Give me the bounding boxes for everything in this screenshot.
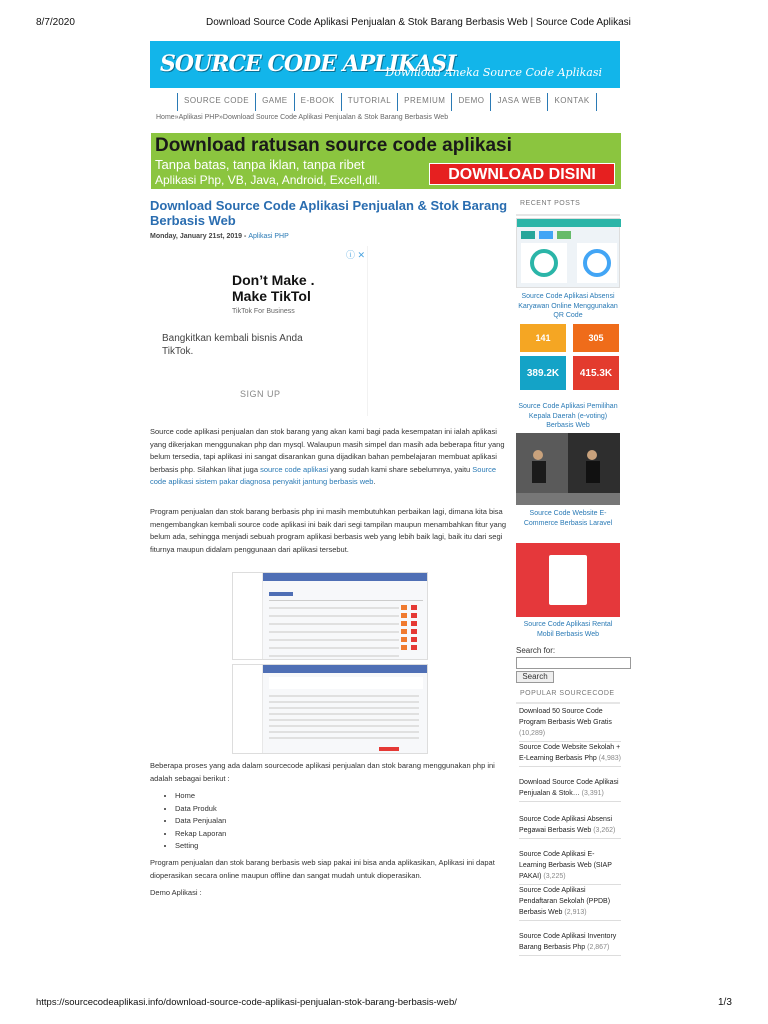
app-screenshot-produk xyxy=(232,572,428,660)
nav-tutorial[interactable]: TUTORIAL xyxy=(342,93,398,111)
article-paragraph-3: Beberapa proses yang ada dalam sourcecode aplikasi penjualan dan stok barang menggunakan php ini adalah sebagai berikut : xyxy=(150,761,495,783)
stat-tile: 415.3K xyxy=(573,356,619,390)
list-item: • Data Produk xyxy=(175,803,226,816)
ad-sponsor: TikTok For Business xyxy=(232,308,295,315)
list-item: • Setting xyxy=(175,840,226,853)
article-paragraph-4: Program penjualan dan stok barang berbasis web siap pakai ini bisa anda aplikasikan, Aplikasi ini dapat dioperasikan secara online maupun offline dan sangat mudah untuk dioperasikan. xyxy=(150,858,495,880)
popular-item[interactable]: Source Code Aplikasi E-Learning Berbasis Web (SIAP PAKAI) (3,225) xyxy=(519,849,621,885)
nav-source-code[interactable]: SOURCE CODE xyxy=(178,93,256,111)
recent-thumb-3[interactable] xyxy=(516,433,620,505)
recent-thumb-1[interactable] xyxy=(516,218,620,288)
popular-heading: POPULAR SOURCECODE xyxy=(520,690,615,697)
tiktok-ad[interactable] xyxy=(150,246,368,416)
ad-signup-button[interactable]: SIGN UP xyxy=(240,389,281,399)
article-title: Download Source Code Aplikasi Penjualan & Stok Barang Berbasis Web xyxy=(150,198,508,228)
recent-posts-heading: RECENT POSTS xyxy=(520,200,581,207)
main-nav xyxy=(177,93,597,111)
nav-ebook[interactable]: E-BOOK xyxy=(295,93,342,111)
list-item: • Rekap Laporan xyxy=(175,828,226,841)
stat-tile: 389.2K xyxy=(520,356,566,390)
search-label: Search for: xyxy=(516,646,556,655)
banner-line-3: Aplikasi Php, VB, Java, Android, Excell,dll. xyxy=(155,173,381,187)
search-input[interactable] xyxy=(516,657,631,669)
print-date: 8/7/2020 xyxy=(36,17,75,28)
site-logo[interactable]: SOURCE CODE APLIKASI xyxy=(160,51,456,77)
recent-post-2[interactable]: Source Code Aplikasi Pemilihan Kepala Daerah (e-voting) Berbasis Web xyxy=(518,403,618,429)
popular-item[interactable]: Source Code Aplikasi Absensi Pegawai Berbasis Web (3,262) xyxy=(519,814,621,839)
popular-item[interactable]: Source Code Aplikasi Inventory Barang Berbasis Php (2,867) xyxy=(519,931,621,956)
nav-demo[interactable]: DEMO xyxy=(452,93,491,111)
ad-body: Bangkitkan kembali bisnis Anda TikTok. xyxy=(162,333,303,357)
popular-item[interactable]: Source Code Website Sekolah + E-Learning Berbasis Php (4,983) xyxy=(519,742,621,767)
print-page: 1/3 xyxy=(718,997,732,1008)
print-title: Download Source Code Aplikasi Penjualan & Stok Barang Berbasis Web | Source Code Aplikasi xyxy=(206,17,631,28)
app-screenshot-laporan xyxy=(232,664,428,754)
recent-post-1[interactable]: Source Code Aplikasi Absensi Karyawan Online Menggunakan QR Code xyxy=(518,293,618,319)
feature-list xyxy=(175,790,226,853)
sistem-pakar-link[interactable]: Source code aplikasi sistem pakar diagnosa penyakit jantung berbasis web xyxy=(150,464,497,486)
source-code-link[interactable]: source code aplikasi xyxy=(260,464,329,474)
popular-item[interactable]: Download Source Code Aplikasi Penjualan & Stok… (3,391) xyxy=(519,777,621,802)
banner-line-2: Tanpa batas, tanpa iklan, tanpa ribet xyxy=(155,157,365,172)
article-paragraph-2: Program penjualan dan stok barang berbasis php ini masih membutuhkan perbaikan lagi, dimana kita bisa mengembangkan kembali source code aplikasi ini baik dari segi tampilan maupun menambahkan fitur yang belum ada, sehingga menjadi sebuah program aplikasi berbasis web yang lebih baik lagi, baik itu dari segi fiturnya maupun didalam penggunaan dari aplikasi tersebut. xyxy=(150,507,507,554)
nav-game[interactable]: GAME xyxy=(256,93,295,111)
recent-thumb-4[interactable] xyxy=(516,543,620,617)
demo-heading: Demo Aplikasi : xyxy=(150,888,202,897)
banner-headline: Download ratusan source code aplikasi xyxy=(155,135,512,156)
nav-kontak[interactable]: KONTAK xyxy=(548,93,596,111)
site-header xyxy=(150,41,620,88)
divider xyxy=(516,214,620,216)
print-url: https://sourcecodeaplikasi.info/download-source-code-aplikasi-penjualan-stok-barang-berbasis-web/ xyxy=(36,997,457,1008)
search-button[interactable]: Search xyxy=(516,671,554,683)
stat-tile: 141 xyxy=(520,324,566,352)
article-meta xyxy=(150,233,289,240)
popular-item[interactable]: Download 50 Source Code Program Berbasis Web Gratis (10,289) xyxy=(519,706,621,742)
site-tagline: Download Aneka Source Code Aplikasi xyxy=(385,66,602,79)
ad-choices-icon[interactable]: ⓘ ✕ xyxy=(345,250,365,260)
divider xyxy=(516,702,620,704)
article-paragraph-1: Source code aplikasi penjualan dan stok barang yang akan kami bagi pada kesempatan ini ialah aplikasi yang dikerjakan menggunakan php dan mysql. Walaupun masih simpel dan masih ada beberapa fitur yang belum tersedia, tapi aplikasi ini sangat disarankan guna dijadikan bahan pembelajaran membuat aplikasi berbasis php. Silahkan lihat juga source code aplikasi yang sudah kami share sebelumnya, yaitu Source code aplikasi sistem pakar diagnosa penyakit jantung berbasis web. xyxy=(150,427,505,486)
download-button[interactable]: DOWNLOAD DISINI xyxy=(429,163,615,185)
recent-post-3[interactable]: Source Code Website E-Commerce Berbasis Laravel xyxy=(523,510,613,527)
nav-jasa-web[interactable]: JASA WEB xyxy=(491,93,548,111)
stat-tile: 305 xyxy=(573,324,619,352)
nav-premium[interactable]: PREMIUM xyxy=(398,93,452,111)
list-item: • Home xyxy=(175,790,226,803)
recent-post-4[interactable]: Source Code Aplikasi Rental Mobil Berbasis Web xyxy=(523,621,613,638)
breadcrumb[interactable]: Home»Aplikasi PHP»Download Source Code Aplikasi Penjualan & Stok Barang Berbasis Web xyxy=(156,114,449,121)
list-item: • Data Penjualan xyxy=(175,815,226,828)
ad-headline: Don’t Make . Make TikTol xyxy=(232,272,315,304)
download-banner[interactable] xyxy=(151,133,621,189)
category-link[interactable]: Aplikasi PHP xyxy=(248,233,289,240)
popular-item[interactable]: Source Code Aplikasi Pendaftaran Sekolah (PPDB) Berbasis Web (2,913) xyxy=(519,885,621,921)
article-date: Monday, January 21st, 2019 - xyxy=(150,233,249,240)
